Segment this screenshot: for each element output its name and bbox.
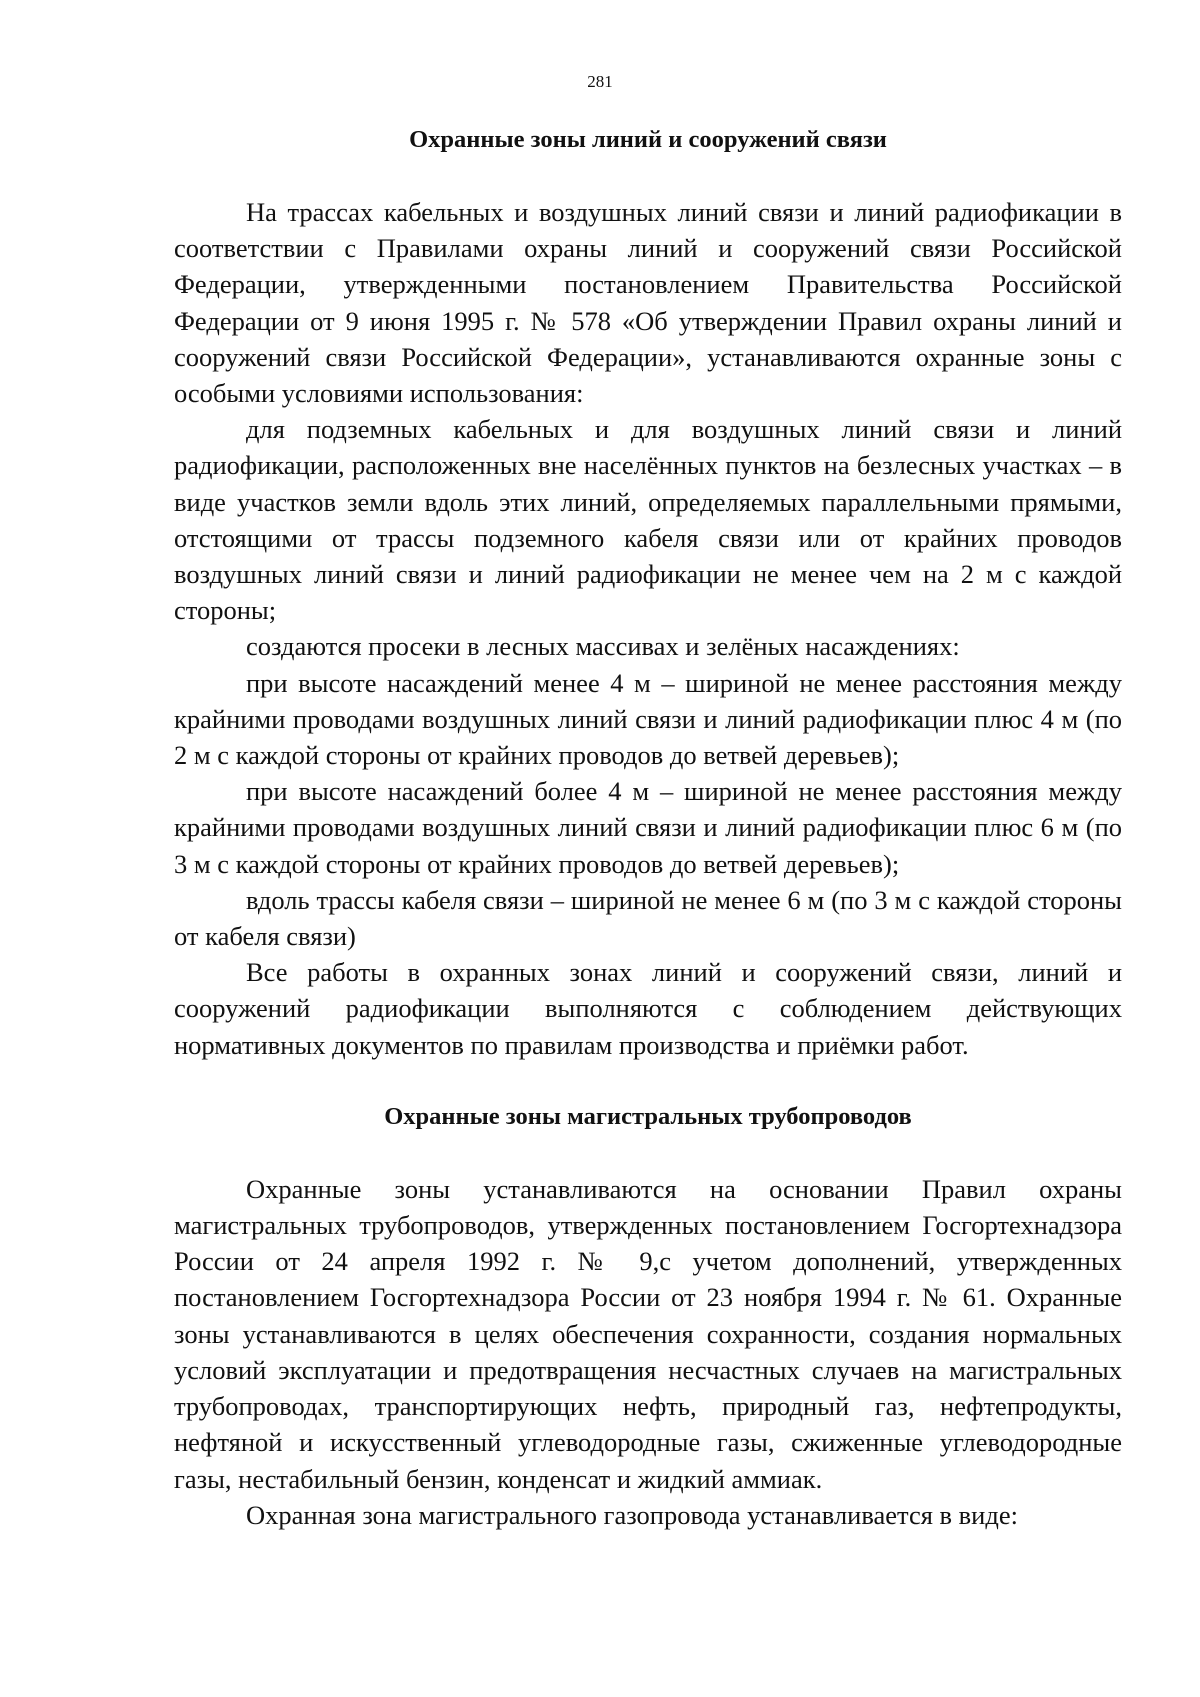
page-number: 281: [587, 72, 613, 91]
paragraph: при высоте насаждений более 4 м – шириной не менее расстояния между крайними проводами воздушных линий связи и линий радиофикации плюс 6 м (по 3 м с каждой стороны от крайних проводов до ветвей деревьев);: [174, 776, 1122, 879]
section-title-pipelines: Охранные зоны магистральных трубопроводов: [384, 1102, 912, 1130]
page-content: [174, 122, 1122, 1533]
paragraph: На трассах кабельных и воздушных линий связи и линий радиофикации в соответствии с Правилами охраны линий и сооружений связи Российской Федерации, утвержденными постановлением Правительства Российской Федерации от 9 июня 1995 г. № 578 «Об утверждении Правил охраны линий и сооружений связи Российской Федерации», устанавливаются охранные зоны с особыми условиями использования:: [174, 197, 1122, 409]
paragraph: создаются просеки в лесных массивах и зелёных насаждениях:: [246, 631, 960, 662]
paragraph: Все работы в охранных зонах линий и сооружений связи, линий и сооружений радиофикации выполняются с соблюдением действующих нормативных документов по правилам производства и приёмки работ.: [174, 957, 1122, 1060]
paragraph: при высоте насаждений менее 4 м – шириной не менее расстояния между крайними проводами воздушных линий связи и линий радиофикации плюс 4 м (по 2 м с каждой стороны от крайних проводов до ветвей деревьев);: [174, 667, 1122, 771]
paragraph: для подземных кабельных и для воздушных линий связи и линий радиофикации, расположенных вне населённых пунктов на безлесных участках – в виде участков земли вдоль этих линий, определяемых параллельными прямыми, отстоящими от трассы подземного кабеля связи или от крайних проводов воздушных линий связи и линий радиофикации не менее чем на 2 м с каждой стороны;: [174, 414, 1122, 626]
paragraph: Охранная зона магистрального газопровода устанавливается в виде:: [246, 1499, 1018, 1530]
paragraph: вдоль трассы кабеля связи – шириной не менее 6 м (по 3 м с каждой стороны от кабеля связи): [174, 884, 1122, 952]
section-title-communication-lines: Охранные зоны линий и сооружений связи: [409, 126, 887, 153]
paragraph: Охранные зоны устанавливаются на основании Правил охраны магистральных трубопроводов, утвержденных постановлением Госгортехнадзора России от 24 апреля 1992 г. № 9,с учетом дополнений, утвержденных постановлением Госгортехнадзора России от 23 ноября 1994 г. № 61. Охранные зоны устанавливаются в целях обеспечения сохранности, создания нормальных условий эксплуатации и предотвращения несчастных случаев на магистральных трубопроводах, транспортирующих нефть, природный газ, нефтепродукты, нефтяной и искусственный углеводородные газы, сжиженные углеводородные газы, нестабильный бензин, конденсат и жидкий аммиак.: [174, 1173, 1122, 1494]
